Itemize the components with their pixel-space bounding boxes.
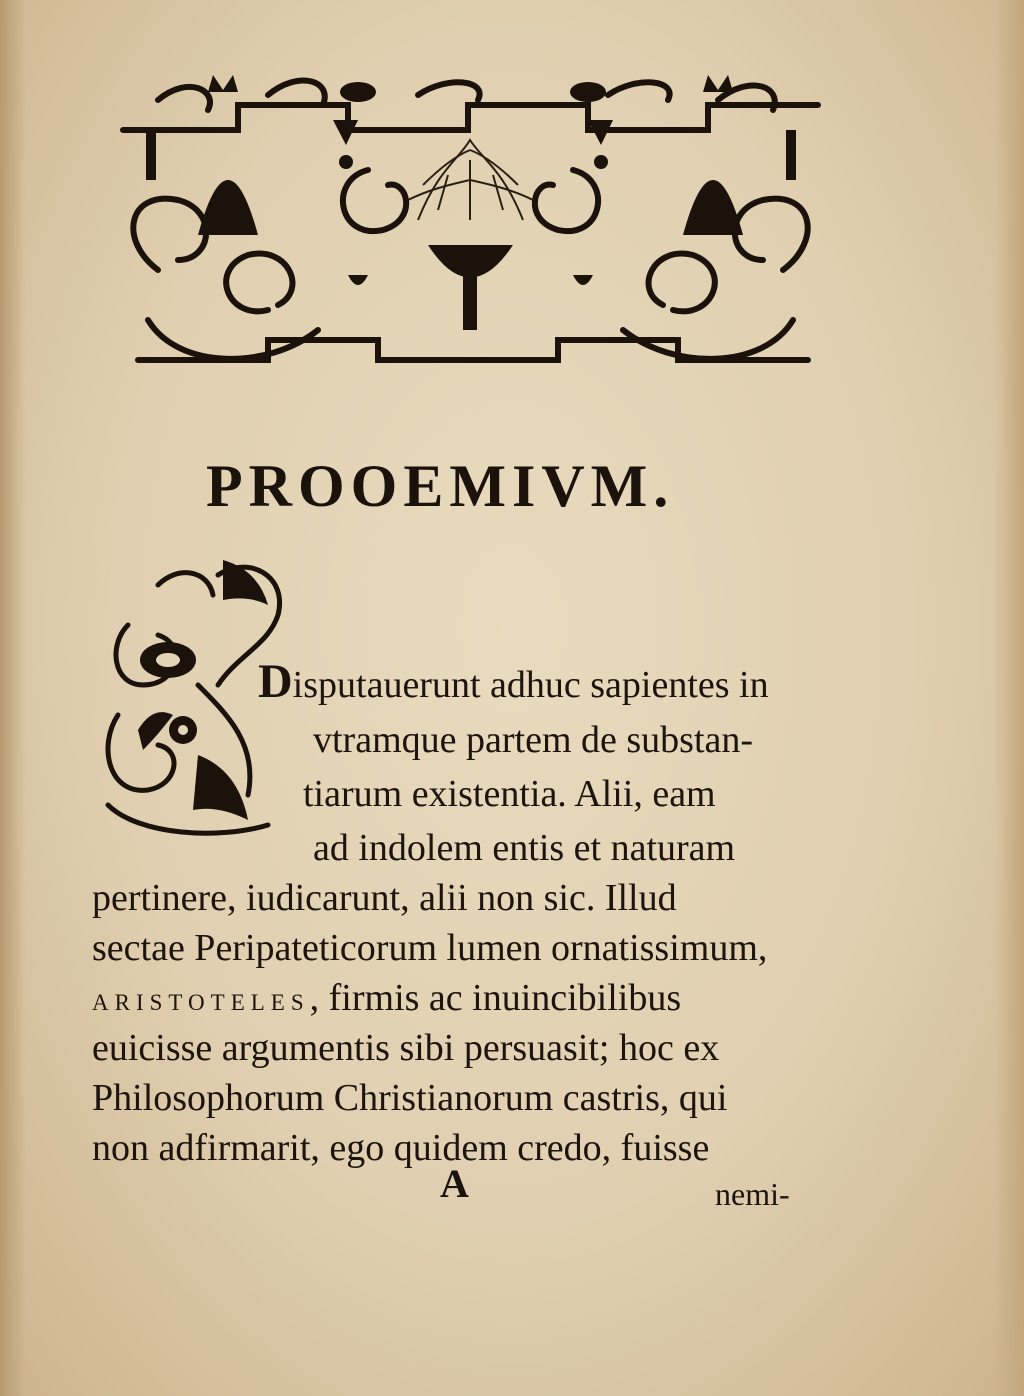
text-line-5: pertinere, iudicarunt, alii non sic. Illud [92,877,677,919]
text-line-1 [258,655,769,708]
drop-letter: D [258,655,293,708]
text-line-4: ad indolem entis et naturam [313,827,736,869]
line-text: , firmis ac inuincibilibus [309,977,682,1019]
text-line-6: sectae Peripateticorum lumen ornatissimum, [92,927,768,969]
text-line-3: tiarum existentia. Alii, eam [303,773,716,815]
author-name: ARISTOTELES [92,990,310,1015]
page-edge-shadow [0,0,26,1396]
text-line-10: non adfirmarit, ego quidem credo, fuisse [92,1127,710,1169]
catchword: nemi- [715,1176,790,1212]
text-line-2: vtramque partem de substan- [313,719,754,761]
line-text: isputauerunt adhuc sapientes in [292,664,769,706]
text-line-8: euicisse argumentis sibi persuasit; hoc ex [92,1027,720,1069]
text-line-9: Philosophorum Christianorum castris, qui [92,1077,728,1119]
text-line-7 [92,976,681,1025]
page-title: PROOEMIVM. [206,453,675,519]
ornamental-headpiece [118,70,823,375]
signature-mark: A [440,1161,469,1206]
page-edge-shadow [994,0,1024,1396]
